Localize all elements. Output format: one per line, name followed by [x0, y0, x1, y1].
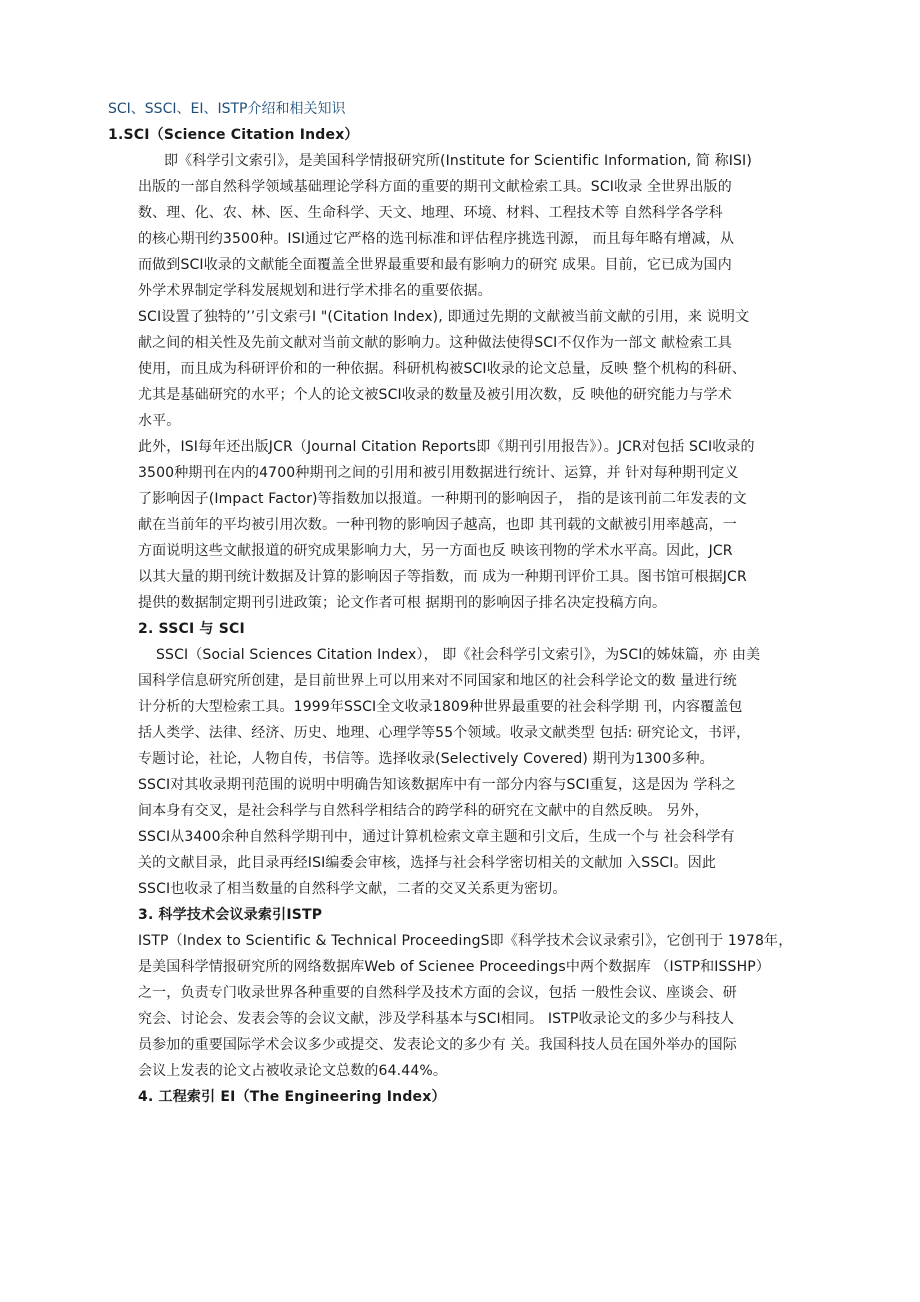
section-2-line: SSCI也收录了相当数量的自然科学文献，二者的交叉关系更为密切。 [138, 881, 567, 897]
section-2-line: 间本身有交叉，是社会科学与自然科学相结合的跨学科的研究在文献中的自然反映。 另外， [138, 803, 709, 819]
section-2-line: SSCI对其收录期刊范围的说明中明确告知该数据库中有一部分内容与SCI重复，这是因为 学科之 [138, 777, 736, 793]
section-1-line: 水平。 [138, 413, 181, 429]
section-1-line: 此外，ISI每年还出版JCR（Journal Citation Reports即《期刊引用报告》）。JCR对包括 SCI收录的 [138, 439, 755, 455]
section-2-line: SSCI从3400余种自然科学期刊中，通过计算机检索文章主题和引文后，生成一个与 社会科学有 [138, 829, 735, 845]
section-1-line: 提供的数据制定期刊引进政策；论文作者可根 据期刊的影响因子排名决定投稿方向。 [138, 595, 667, 611]
page-title: SCI、SSCI、EI、ISTP介绍和相关知识 [108, 101, 346, 117]
section-1-line: 献在当前年的平均被引用次数。一种刊物的影响因子越高，也即 其刊载的文献被引用率越高，一 [138, 517, 737, 533]
section-2-line: 关的文献目录，此目录再经ISI编委会审核，选择与社会科学密切相关的文献加 入SSCI。因此 [138, 855, 717, 871]
section-3-line: 之一，负责专门收录世界各种重要的自然科学及技术方面的会议，包括 一般性会议、座谈会、研 [138, 985, 737, 1001]
section-1-line: 使用，而且成为科研评价和的一种依据。科研机构被SCI收录的论文总量，反映 整个机构的科研、 [138, 361, 746, 377]
section-3-line: ISTP（Index to Scientific & Technical ProceedingS即《科学技术会议录索引》，它创刊于 1978年， [138, 933, 793, 949]
section-1-line: 即《科学引文索引》，是美国科学情报研究所(Institute for Scientific Information, 简 称ISI) [164, 153, 752, 169]
section-1-line: 外学术界制定学科发展规划和进行学术排名的重要依据。 [138, 283, 492, 299]
section-1-heading: 1.SCI（Science Citation Index） [108, 127, 359, 143]
section-3-line: 会议上发表的论文占被收录论文总数的64.44%。 [138, 1063, 447, 1079]
section-4-heading: 4. 工程索引 EI（The Engineering Index） [138, 1089, 446, 1105]
section-1-line: 以其大量的期刊统计数据及计算的影响因子等指数，而 成为一种期刊评价工具。图书馆可根据JCR [138, 569, 747, 585]
section-1-line: 的核心期刊约3500种。ISI通过它严格的选刊标准和评估程序挑选刊源， 而且每年略有增减，从 [138, 231, 735, 247]
section-1-line: 数、理、化、农、林、医、生命科学、天文、地理、环境、材料、工程技术等 自然科学各学科 [138, 205, 723, 221]
section-1-line: 3500种期刊在内的4700种期刊之间的引用和被引用数据进行统计、运算，并 针对每种期刊定义 [138, 465, 739, 481]
section-2-line: SSCI（Social Sciences Citation Index）， 即《社会科学引文索引》，为SCI的姊妹篇，亦 由美 [156, 647, 761, 663]
section-1-line: SCI设置了独特的’’引文索弓I "(Citation Index), 即通过先期的文献被当前文献的引用，来 说明文 [138, 309, 750, 325]
section-2-line: 括人类学、法律、经济、历史、地理、心理学等55个领域。收录文献类型 包括: 研究论文，书评， [138, 725, 751, 741]
section-2-line: 国科学信息研究所创建，是目前世界上可以用来对不同国家和地区的社会科学论文的数 量进行统 [138, 673, 737, 689]
section-1-line: 献之间的相关性及先前文献对当前文献的影响力。这种做法使得SCI不仅作为一部文 献检索工具 [138, 335, 732, 351]
section-3-line: 是美国科学情报研究所的网络数据库Web of Scienee Proceedings中两个数据库 （ISTP和ISSHP） [138, 959, 770, 975]
section-1-line: 而做到SCI收录的文献能全面覆盖全世界最重要和最有影响力的研究 成果。目前，它已成为国内 [138, 257, 732, 273]
section-3-line: 究会、讨论会、发表会等的会议文献，涉及学科基本与SCI相同。 ISTP收录论文的多少与科技人 [138, 1011, 735, 1027]
section-2-line: 计分析的大型检索工具。1999年SSCI全文收录1809种世界最重要的社会科学期 刊，内容覆盖包 [138, 699, 743, 715]
section-3-heading: 3. 科学技术会议录索引ISTP [138, 907, 323, 923]
section-1-line: 出版的一部自然科学领域基础理论学科方面的重要的期刊文献检索工具。SCI收录 全世界出版的 [138, 179, 732, 195]
section-1-line: 方面说明这些文献报道的研究成果影响力大，另一方面也反 映该刊物的学术水平高。因此，JCR [138, 543, 733, 559]
section-3-line: 员参加的重要国际学术会议多少或提交、发表论文的多少有 关。我国科技人员在国外举办的国际 [138, 1037, 737, 1053]
section-2-heading: 2. SSCI 与 SCI [138, 621, 245, 637]
section-1-line: 了影响因子(Impact Factor)等指数加以报道。一种期刊的影响因子， 指的是该刊前二年发表的文 [138, 491, 747, 507]
section-2-line: 专题讨论，社论，人物自传，书信等。选择收录(Selectively Covered) 期刊为1300多种。 [138, 751, 714, 767]
section-1-line: 尤其是基础研究的水平；个人的论文被SCI收录的数量及被引用次数，反 映他的研究能力与学术 [138, 387, 732, 403]
